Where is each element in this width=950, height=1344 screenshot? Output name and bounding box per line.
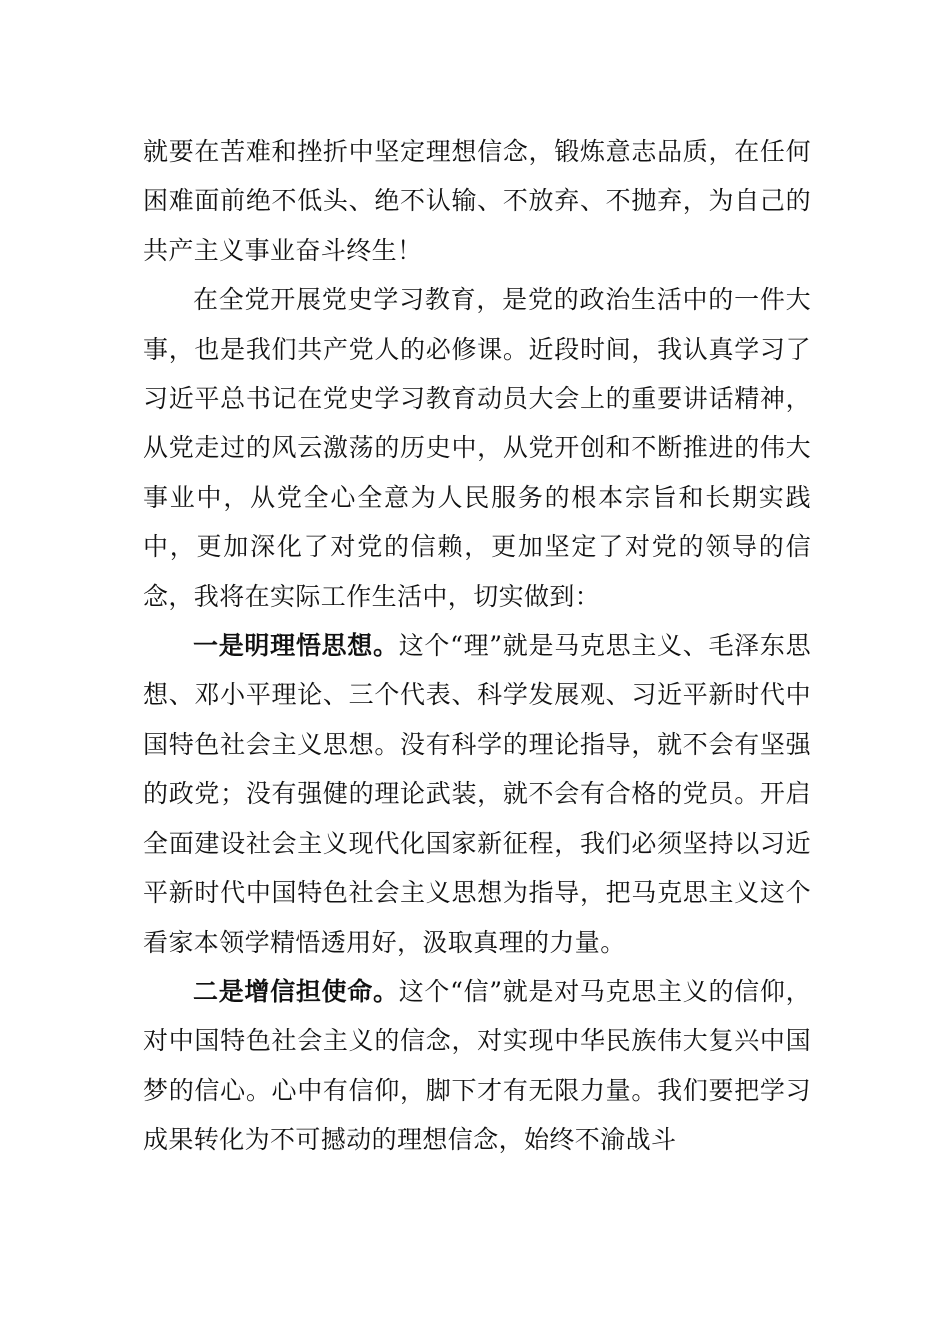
paragraph-text: 这个“信”就是对马克思主义的信仰，对中国特色社会主义的信念，对实现中华民族伟大复兴中国梦的信心。心中有信仰，脚下才有无限力量。我们要把学习成果转化为不可撼动的理想信念，始终不渝战斗 xyxy=(143,976,811,1155)
paragraph-lead-heading: 二是增信担使命。 xyxy=(193,976,399,1006)
document-body xyxy=(143,127,811,1165)
paragraph-continuation xyxy=(143,127,811,275)
paragraph-lead-heading: 一是明理悟思想。 xyxy=(193,631,399,661)
paragraph-intro xyxy=(143,275,811,621)
paragraph-point-two xyxy=(143,967,811,1165)
paragraph-text: 就要在苦难和挫折中坚定理想信念，锻炼意志品质，在任何困难面前绝不低头、绝不认输、不放弃、不抛弃，为自己的共产主义事业奋斗终生！ xyxy=(143,137,811,265)
paragraph-text: 在全党开展党史学习教育，是党的政治生活中的一件大事，也是我们共产党人的必修课。近段时间，我认真学习了习近平总书记在党史学习教育动员大会上的重要讲话精神，从党走过的风云激荡的历史中，从党开创和不断推进的伟大事业中，从党全心全意为人民服务的根本宗旨和长期实践中，更加深化了对党的信赖，更加坚定了对党的领导的信念，我将在实际工作生活中，切实做到： xyxy=(143,285,811,611)
paragraph-text: 这个“理”就是马克思主义、毛泽东思想、邓小平理论、三个代表、科学发展观、习近平新时代中国特色社会主义思想。没有科学的理论指导，就不会有坚强的政党；没有强健的理论武装，就不会有合格的党员。开启全面建设社会主义现代化国家新征程，我们必须坚持以习近平新时代中国特色社会主义思想为指导，把马克思主义这个看家本领学精悟透用好，汲取真理的力量。 xyxy=(143,631,811,957)
paragraph-point-one xyxy=(143,621,811,967)
